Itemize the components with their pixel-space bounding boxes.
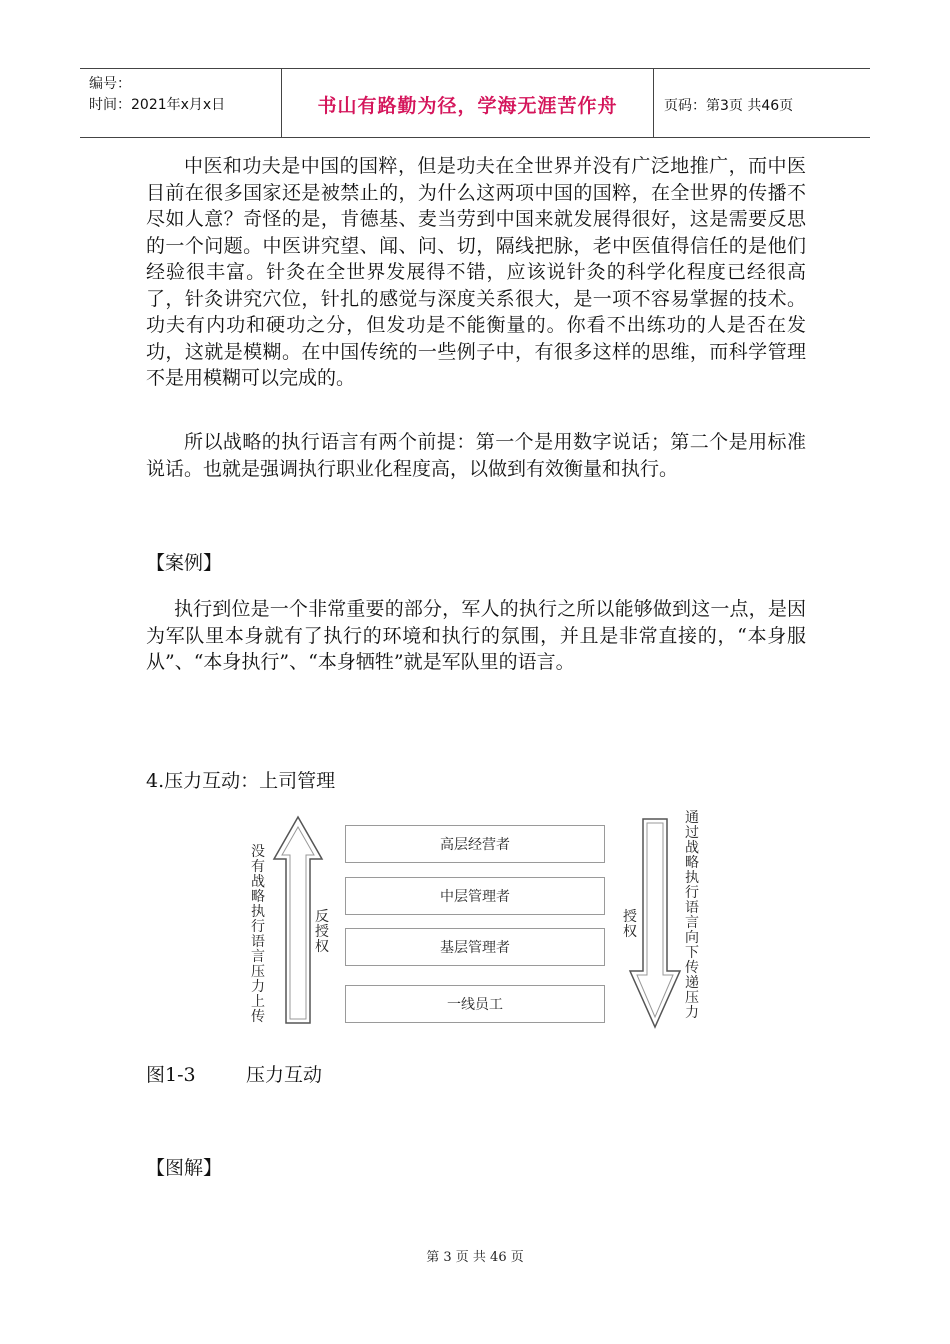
time-label: 时间：2021年x月x日 [89, 97, 226, 113]
paragraph-execution-language: 所以战略的执行语言有两个前提：第一个是用数字说话；第二个是用标准说话。也就是强调执行职业化程度高，以做到有效衡量和执行。 [146, 431, 806, 480]
box-middle-managers: 中层管理者 [345, 877, 605, 915]
page-header [80, 68, 870, 138]
section-heading: 4.压力互动：上司管理 [146, 770, 336, 792]
header-motto: 书山有路勤为径，学海无涯苦作舟 [317, 95, 618, 117]
header-page-cell [654, 69, 870, 137]
illustration-heading: 【图解】 [146, 1157, 223, 1179]
page-footer: 第 3 页 共 46 页 [426, 1250, 524, 1265]
left-inner-label: 反授权 [315, 909, 329, 955]
figure-caption-title: 压力互动 [246, 1064, 323, 1086]
right-outer-label: 通过战略执行语言向下传递压力 [685, 810, 699, 1021]
header-motto-cell [282, 69, 654, 137]
pressure-interaction-diagram [240, 805, 710, 1035]
figure-caption-number: 图1-3 [146, 1064, 196, 1086]
box-frontline-staff: 一线员工 [345, 985, 605, 1023]
right-inner-label: 授权 [623, 909, 637, 940]
header-page-info: 页码：第3页 共46页 [664, 98, 794, 114]
header-meta-cell [80, 69, 282, 137]
paragraph-tcm-kungfu: 中医和功夫是中国的国粹，但是功夫在全世界并没有广泛地推广，而中医目前在很多国家还是被禁止的，为什么这两项中国的国粹，在全世界的传播不尽如人意？奇怪的是，肯德基、麦当劳到中国来就发展得很好，这是需要反思的一个问题。中医讲究望、闻、问、切，隔线把脉，老中医值得信任的是他们经验很丰富。针灸在全世界发展得不错，应该说针灸的科学化程度已经很高了，针灸讲究穴位，针扎的感觉与深度关系很大，是一项不容易掌握的技术。功夫有内功和硬功之分，但发功是不能衡量的。你看不出练功的人是否在发功，这就是模糊。在中国传统的一些例子中，有很多这样的思维，而科学管理不是用模糊可以完成的。 [146, 155, 806, 389]
serial-label: 编号： [89, 76, 131, 92]
paragraph-military-case: 执行到位是一个非常重要的部分，军人的执行之所以能够做到这一点，是因为军队里本身就有了执行的环境和执行的氛围，并且是非常直接的，“本身服从”、“本身执行”、“本身牺牲”就是军队里的语言。 [146, 598, 806, 673]
case-heading: 【案例】 [146, 552, 223, 574]
left-outer-label: 没有战略执行语言压力上传 [251, 844, 265, 1025]
box-senior-managers: 高层经营者 [345, 825, 605, 863]
box-frontline-managers: 基层管理者 [345, 928, 605, 966]
